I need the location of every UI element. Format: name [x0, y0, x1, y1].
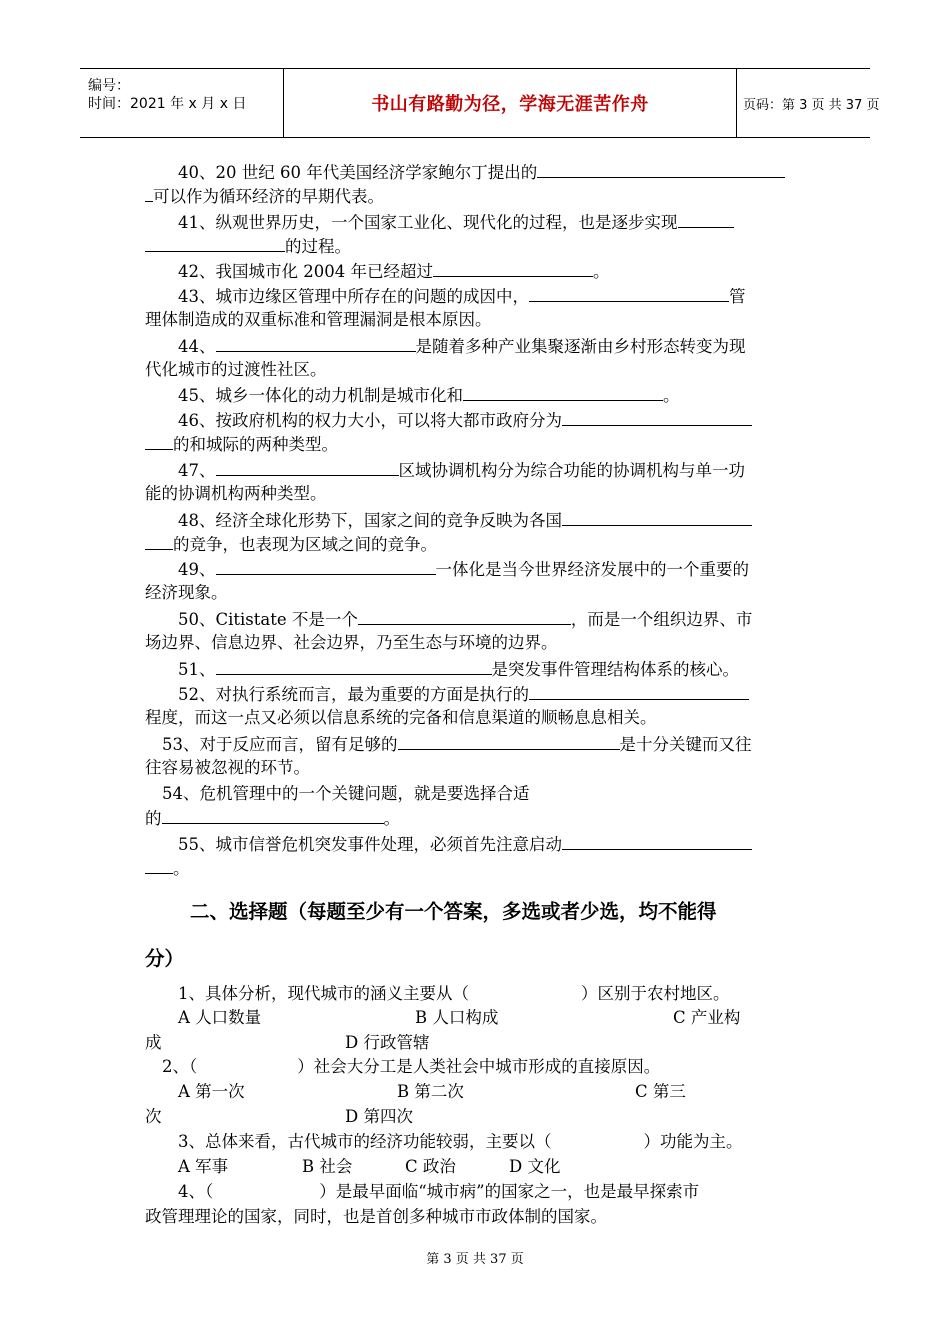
mc-question-1	[178, 982, 730, 1006]
question-43-line1	[178, 284, 746, 309]
answer-blank	[537, 160, 785, 178]
mc3-option-c: C 政治	[405, 1157, 456, 1176]
mc1-option-c: C 产业构	[673, 1008, 741, 1027]
question-53-line2	[145, 756, 310, 780]
question-text: 的过程。	[285, 237, 351, 256]
question-text: 。	[663, 386, 680, 405]
question-text: 2、（	[162, 1057, 198, 1076]
header-left-cell	[80, 69, 283, 137]
question-text: 。	[173, 859, 190, 878]
question-text: 45、城乡一体化的动力机制是城市化和	[178, 386, 463, 405]
mc1-option-c-continued: 成	[145, 1033, 162, 1052]
question-text: 能的协调机构两种类型。	[145, 484, 327, 503]
answer-blank	[398, 732, 620, 750]
mc1-option-d: D 行政管辖	[345, 1033, 430, 1052]
question-55-line1	[178, 832, 752, 857]
question-46-line1	[178, 408, 752, 433]
question-text: 代化城市的过渡性社区。	[145, 360, 327, 379]
question-41-line1	[178, 210, 734, 235]
question-42	[178, 259, 609, 284]
header-page-info: 页码：第 3 页 共 37 页	[743, 97, 880, 113]
question-50-line1	[178, 607, 752, 632]
header-motto-cell	[283, 69, 737, 137]
page-footer: 第 3 页 共 37 页	[426, 1252, 524, 1267]
question-text: 经济现象。	[145, 583, 228, 602]
answer-blank	[145, 432, 173, 450]
question-text: 往容易被忽视的环节。	[145, 758, 310, 777]
question-text: 区域协调机构分为综合功能的协调机构与单一功	[398, 461, 745, 480]
question-text: 1、具体分析，现代城市的涵义主要从（	[178, 984, 469, 1003]
question-text: 50、Citistate 不是一个	[178, 610, 358, 629]
header-page-cell	[737, 69, 880, 137]
question-text: ）社会大分工是人类社会中城市形成的直接原因。	[297, 1057, 661, 1076]
mc2-option-a: A 第一次	[178, 1082, 245, 1101]
answer-blank	[162, 806, 384, 824]
mc1-option-a: A 人口数量	[178, 1008, 262, 1027]
question-text: 4、（	[178, 1182, 214, 1201]
question-45	[178, 383, 680, 408]
answer-blank	[145, 184, 153, 202]
answer-blank	[562, 508, 752, 526]
question-43-line2	[145, 308, 492, 332]
question-48-line1	[178, 508, 752, 533]
answer-blank	[562, 408, 752, 426]
mc2-option-c: C 第三	[635, 1082, 686, 1101]
question-52-line1	[178, 682, 749, 707]
question-47-line2	[145, 482, 327, 506]
question-text: 44、	[178, 337, 216, 356]
question-text: 理体制造成的双重标准和管理漏洞是根本原因。	[145, 310, 492, 329]
mc2-option-b: B 第二次	[397, 1082, 464, 1101]
question-text: ）是最早面临“城市病”的国家之一，也是最早探索市	[319, 1182, 700, 1201]
mc-question-4-line1	[178, 1180, 699, 1204]
answer-blank	[463, 383, 663, 401]
answer-blank	[145, 856, 173, 874]
answer-blank	[216, 458, 399, 476]
question-text: 是突发事件管理结构体系的核心。	[491, 660, 739, 679]
answer-blank	[145, 532, 173, 550]
question-text: ）区别于农村地区。	[581, 984, 730, 1003]
answer-blank	[562, 832, 752, 850]
question-text: 40、20 世纪 60 年代美国经济学家鲍尔丁提出的	[178, 163, 538, 182]
answer-blank	[529, 284, 729, 302]
question-text: 。	[383, 809, 400, 828]
question-52-line2	[145, 706, 657, 730]
question-text: 43、城市边缘区管理中所存在的问题的成因中，	[178, 287, 529, 306]
question-49-line2	[145, 581, 228, 605]
question-44-line2	[145, 358, 327, 382]
question-51	[178, 657, 739, 682]
answer-blank	[529, 682, 749, 700]
motto: 书山有路勤为径，学海无涯苦作舟	[371, 94, 649, 115]
mc2-option-d: D 第四次	[345, 1107, 413, 1126]
question-text: 55、城市信誉危机突发事件处理，必须首先注意启动	[178, 835, 562, 854]
question-text: 场边界、信息边界、社会边界，乃至生态与环境的边界。	[145, 633, 558, 652]
question-text: 48、经济全球化形势下，国家之间的竞争反映为各国	[178, 511, 562, 530]
question-text: 可以作为循环经济的早期代表。	[153, 187, 384, 206]
question-text: 46、按政府机构的权力大小，可以将大都市政府分为	[178, 411, 562, 430]
question-text: 一体化是当今世界经济发展中的一个重要的	[435, 560, 749, 579]
mc3-option-d: D 文化	[509, 1157, 561, 1176]
answer-blank	[145, 234, 285, 252]
question-text: ，而是一个组织边界、市	[570, 610, 753, 629]
question-text: 3、总体来看，古代城市的经济功能较弱，主要以（	[178, 1132, 552, 1151]
mc2-option-c-continued: 次	[145, 1107, 162, 1126]
question-text: 是随着多种产业集聚逐渐由乡村形态转变为现	[415, 337, 746, 356]
question-54-line2	[145, 806, 400, 831]
question-55-line2	[145, 856, 190, 881]
question-text: 47、	[178, 461, 216, 480]
question-text: 的和城际的两种类型。	[173, 435, 338, 454]
question-53-line1	[162, 732, 752, 757]
question-text: 53、对于反应而言，留有足够的	[162, 735, 398, 754]
answer-blank	[678, 210, 734, 228]
question-41-line2	[145, 234, 351, 259]
mc-question-4-line2: 政管理理论的国家，同时，也是首创多种城市市政体制的国家。	[145, 1207, 607, 1226]
section-heading: 二、选择题（每题至少有一个答案，多选或者少选，均不能得	[190, 900, 717, 923]
question-44-line1	[178, 334, 746, 359]
answer-blank	[358, 607, 571, 625]
question-text: 管	[729, 287, 746, 306]
question-text: 。	[592, 262, 610, 281]
question-54-line1	[162, 782, 530, 806]
number-label: 编号：	[88, 78, 130, 94]
question-text: 是十分关键而又往	[619, 735, 752, 754]
answer-blank	[216, 657, 492, 675]
date-label: 时间：2021 年 x 月 x 日	[88, 96, 247, 112]
question-text: 的竞争，也表现为区域之间的竞争。	[173, 535, 437, 554]
question-text: 49、	[178, 560, 216, 579]
question-text: 42、我国城市化 2004 年已经超过	[178, 262, 433, 281]
mc-question-2	[162, 1055, 660, 1079]
answer-blank	[216, 334, 416, 352]
question-text: 52、对执行系统而言，最为重要的方面是执行的	[178, 685, 529, 704]
mc3-option-b: B 社会	[302, 1157, 353, 1176]
question-text: 41、纵观世界历史，一个国家工业化、现代化的过程，也是逐步实现	[178, 213, 678, 232]
question-49-line1	[178, 557, 749, 582]
question-text: 54、危机管理中的一个关键问题，就是要选择合适	[162, 784, 530, 803]
question-40-line1	[178, 160, 785, 185]
mc1-option-b: B 人口构成	[415, 1008, 499, 1027]
answer-blank	[216, 557, 436, 575]
question-40-line2	[145, 184, 384, 209]
question-text: 程度，而这一点又必须以信息系统的完备和信息渠道的顺畅息息相关。	[145, 708, 657, 727]
question-text: 的	[145, 809, 162, 828]
question-47-line1	[178, 458, 745, 483]
mc-question-3	[178, 1130, 743, 1154]
question-48-line2	[145, 532, 437, 557]
answer-blank	[433, 259, 593, 277]
question-50-line2	[145, 631, 558, 655]
page-header	[80, 68, 880, 138]
section-heading-continued: 分）	[145, 947, 185, 970]
mc3-option-a: A 军事	[178, 1157, 229, 1176]
question-46-line2	[145, 432, 338, 457]
question-text: ）功能为主。	[643, 1132, 743, 1151]
question-text: 51、	[178, 660, 216, 679]
